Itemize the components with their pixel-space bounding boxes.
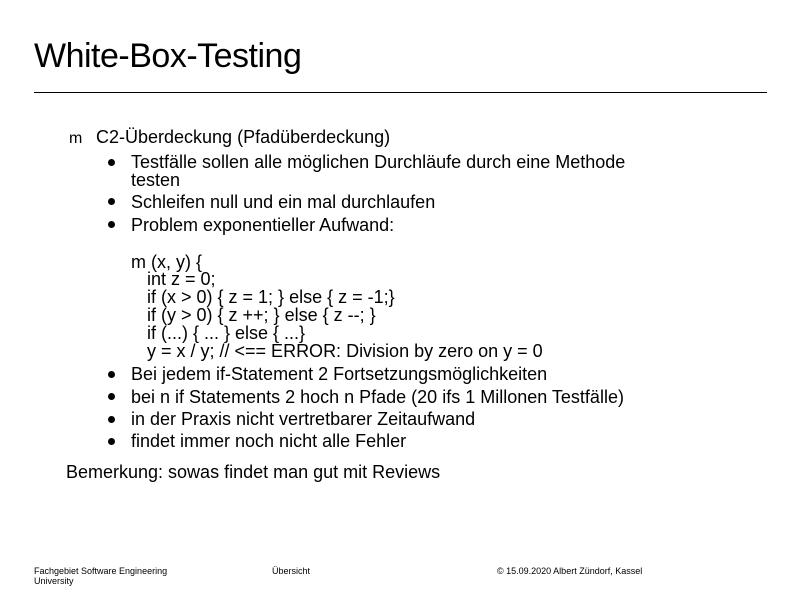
bullet-text: Problem exponentieller Aufwand: [131, 215, 395, 235]
bullet-text: Bei jedem if-Statement 2 Fortsetzungsmöglichkeiten [131, 364, 548, 384]
bullet-dot-icon [108, 159, 115, 166]
footer-department: Fachgebiet Software Engineering [34, 566, 168, 576]
level1-text: C2-Überdeckung (Pfadüberdeckung) [96, 127, 391, 147]
bullet-text: Testfälle sollen alle möglichen Durchläufe durch eine Methode [131, 152, 626, 172]
bullet-text: Schleifen null und ein mal durchlaufen [131, 192, 436, 212]
code-line: if (y > 0) { z ++; } else { z --; } [147, 305, 376, 325]
code-line: m (x, y) { [131, 252, 202, 272]
bullet-dot-icon [108, 198, 115, 205]
footer-left [34, 566, 167, 586]
bullet-text-continuation: testen [131, 170, 181, 190]
remark-text: Bemerkung: sowas findet man gut mit Reviews [66, 462, 441, 482]
bullet-dot-icon [108, 221, 115, 228]
bullet-dot-icon [108, 393, 115, 400]
code-line: int z = 0; [147, 269, 216, 289]
bullet-dot-icon [108, 371, 115, 378]
slide-title: White-Box-Testing [34, 37, 302, 75]
bullet-text: in der Praxis nicht vertretbarer Zeitaufwand [131, 409, 476, 429]
bullet-text: bei n if Statements 2 hoch n Pfade (20 ifs 1 Millonen Testfälle) [131, 387, 624, 407]
level1-bullet-icon: m [69, 130, 83, 147]
bullet-text: findet immer noch nicht alle Fehler [131, 431, 407, 451]
code-line: if (x > 0) { z = 1; } else { z = -1;} [147, 287, 395, 307]
bullet-dot-icon [108, 416, 115, 423]
code-line: y = x / y; // <== ERROR: Division by zero on y = 0 [147, 341, 543, 361]
code-line: if (...) { ... } else { ...} [147, 323, 306, 343]
footer-university: University [34, 576, 74, 586]
bullet-dot-icon [108, 438, 115, 445]
footer-overview-link[interactable]: Übersicht [272, 566, 311, 576]
footer-copyright: © 15.09.2020 Albert Zündorf, Kassel [497, 566, 643, 576]
